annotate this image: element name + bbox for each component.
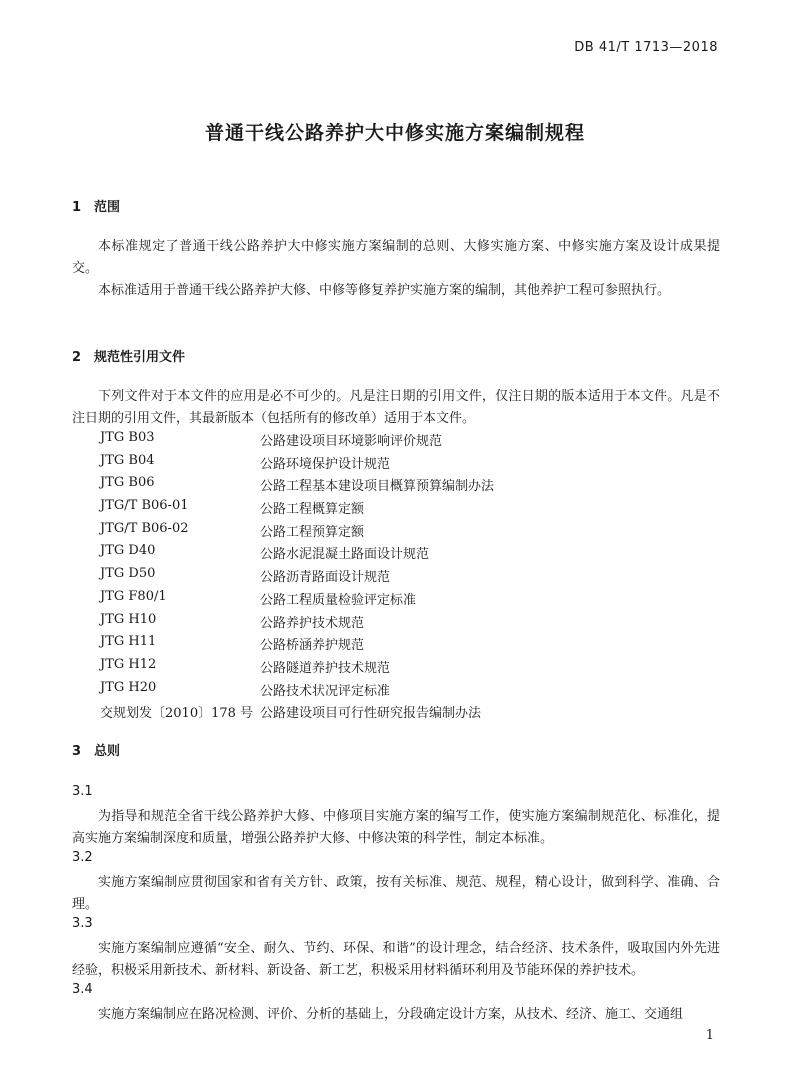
reference-title: 公路水泥混凝土路面设计规范 xyxy=(260,547,430,563)
reference-title: 公路工程概算定额 xyxy=(260,502,365,518)
reference-title: 公路桥涵养护规范 xyxy=(260,638,365,654)
reference-title: 公路工程预算定额 xyxy=(260,524,365,540)
page-number: 1 xyxy=(705,1028,714,1043)
paragraph: 本标准规定了普通干线公路养护大中修实施方案编制的总则、大修实施方案、中修实施方案及设计成果提交。 xyxy=(72,239,720,276)
clause-number: 3.1 xyxy=(72,784,93,799)
reference-item xyxy=(100,475,494,498)
section-title: 总则 xyxy=(94,744,121,759)
clause-text: 实施方案编制应贯彻国家和省有关方针、政策，按有关标准、规范、规程，精心设计，做到科学、准确、合理。 xyxy=(72,875,720,912)
reference-title: 公路沥青路面设计规范 xyxy=(260,570,391,586)
reference-code: JTG B04 xyxy=(100,452,155,468)
reference-item xyxy=(100,566,494,589)
clause-number: 3.3 xyxy=(72,916,93,931)
reference-code: JTG/T B06-01 xyxy=(100,498,189,514)
document-title: 普通干线公路养护大中修实施方案编制规程 xyxy=(204,122,585,144)
reference-title: 公路养护技术规范 xyxy=(260,615,365,631)
reference-code: JTG F80/1 xyxy=(100,588,167,604)
reference-item xyxy=(100,453,494,476)
reference-code: JTG B03 xyxy=(100,430,155,445)
section-title: 范围 xyxy=(94,200,121,215)
reference-code: JTG D40 xyxy=(100,543,156,559)
clause-number: 3.4 xyxy=(72,982,93,997)
paragraph: 下列文件对于本文件的应用是必不可少的。凡是注日期的引用文件，仅注日期的版本适用于本文件。凡是不注日期的引用文件，其最新版本（包括所有的修改单）适用于本文件。 xyxy=(72,389,720,426)
reference-title: 公路建设项目环境影响评价规范 xyxy=(260,434,443,449)
reference-item xyxy=(100,657,494,680)
reference-item xyxy=(100,589,494,612)
clause-number: 3.2 xyxy=(72,850,93,865)
section-number: 3 xyxy=(72,744,82,759)
reference-item xyxy=(100,612,494,635)
clause-text: 实施方案编制应在路况检测、评价、分析的基础上，分段确定设计方案，从技术、经济、施工、交通组 xyxy=(98,1007,684,1022)
reference-item xyxy=(100,498,494,521)
reference-title: 公路建设项目可行性研究报告编制办法 xyxy=(260,706,482,722)
reference-code: JTG H20 xyxy=(100,679,157,695)
reference-code: JTG H12 xyxy=(100,656,157,672)
reference-item xyxy=(100,430,494,453)
reference-item xyxy=(100,521,494,544)
reference-title: 公路隧道养护技术规范 xyxy=(260,660,391,676)
reference-item xyxy=(100,680,494,703)
reference-code: JTG H10 xyxy=(100,611,157,627)
reference-code: JTG B06 xyxy=(100,475,155,491)
reference-item xyxy=(100,634,494,657)
clause-text: 实施方案编制应遵循“安全、耐久、节约、环保、和谐”的设计理念，结合经济、技术条件，吸取国内外先进经验，积极采用新技术、新材料、新设备、新工艺，积极采用材料循环利用及节能环保的养护技术。 xyxy=(72,941,720,978)
clause-text: 为指导和规范全省干线公路养护大修、中修项目实施方案的编写工作，使实施方案编制规范化、标准化，提高实施方案编制深度和质量，增强公路养护大修、中修决策的科学性，制定本标准。 xyxy=(72,809,720,846)
reference-code: JTG D50 xyxy=(100,566,156,582)
reference-list xyxy=(100,430,494,725)
section-number: 1 xyxy=(72,200,82,215)
document-code: DB 41/T 1713—2018 xyxy=(574,40,718,55)
reference-code: JTG H11 xyxy=(100,634,157,650)
section-2-heading xyxy=(72,346,185,365)
paragraph: 本标准适用于普通干线公路养护大修、中修等修复养护实施方案的编制，其他养护工程可参照执行。 xyxy=(98,283,671,298)
reference-title: 公路环境保护设计规范 xyxy=(260,456,391,472)
reference-code: JTG/T B06-02 xyxy=(100,520,189,536)
reference-item xyxy=(100,543,494,566)
reference-item xyxy=(100,702,494,725)
section-number: 2 xyxy=(72,350,82,365)
section-1-heading xyxy=(72,196,120,215)
reference-title: 公路工程质量检验评定标准 xyxy=(260,592,417,608)
reference-code: 交规划发〔2010〕178 号 xyxy=(100,706,254,722)
reference-title: 公路工程基本建设项目概算预算编制办法 xyxy=(260,479,495,495)
section-title: 规范性引用文件 xyxy=(94,350,186,365)
section-3-heading xyxy=(72,740,120,759)
reference-title: 公路技术状况评定标准 xyxy=(260,683,391,699)
